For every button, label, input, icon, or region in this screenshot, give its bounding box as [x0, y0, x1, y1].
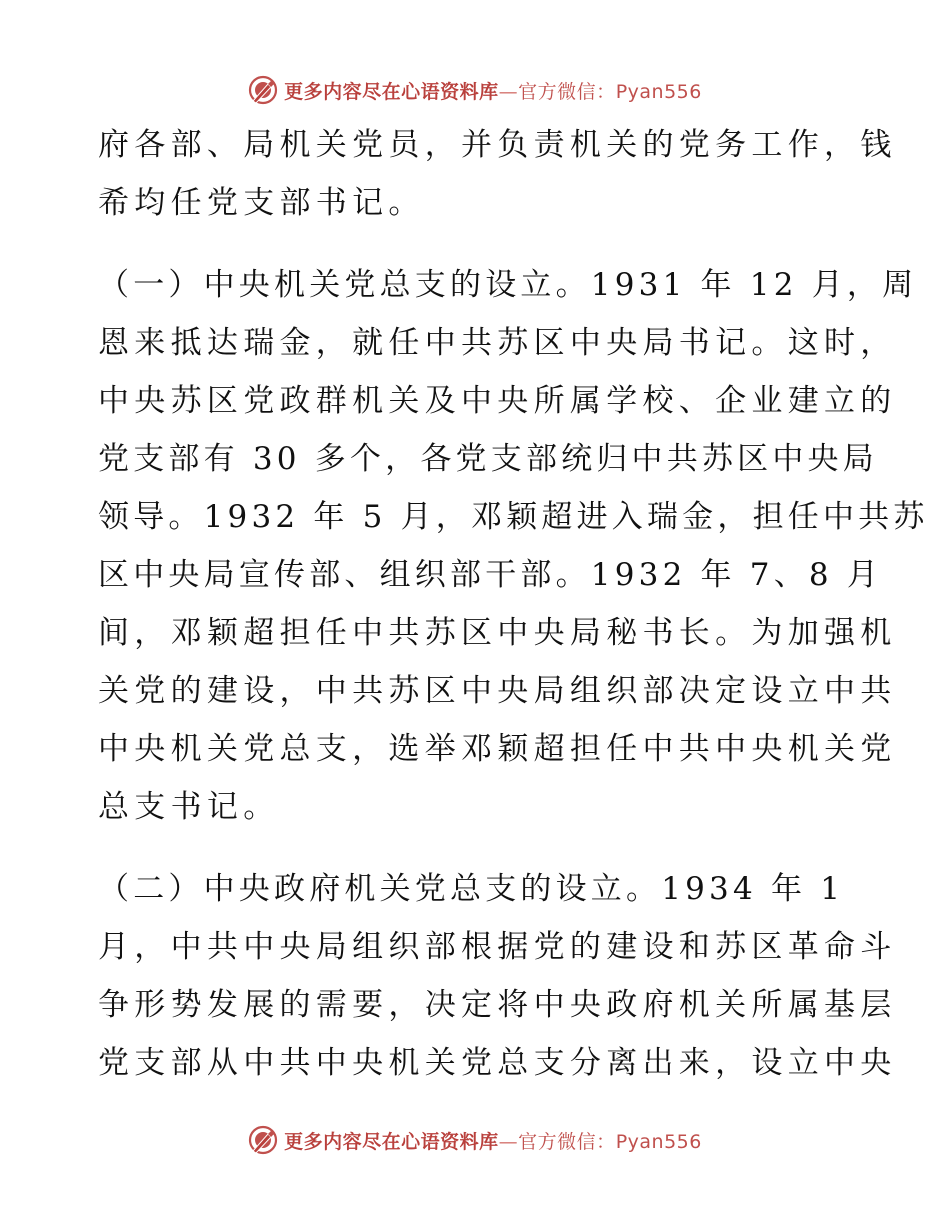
text-line: 总支书记。: [98, 789, 280, 825]
pen-logo-icon: [248, 75, 278, 105]
paragraph-2: [98, 256, 929, 836]
document-body: [98, 116, 929, 1092]
watermark-dash: —: [498, 1130, 519, 1153]
text-line: 希均任党支部书记。: [98, 185, 425, 221]
text-line: 月，中共中央局组织部根据党的建设和苏区革命斗: [98, 929, 897, 965]
text-line: 府各部、局机关党员，并负责机关的党务工作，钱: [98, 127, 897, 163]
footer-watermark: [0, 1122, 950, 1158]
watermark-main: 更多内容尽在心语资料库: [284, 1130, 499, 1153]
text-line: 间，邓颖超担任中共苏区中央局秘书长。为加强机: [98, 615, 897, 651]
text-line: 中央机关党总支，选举邓颖超担任中共中央机关党: [98, 731, 897, 767]
watermark-official: 官方微信：: [518, 80, 616, 103]
text-line: 党支部有 30 多个，各党支部统归中共苏区中央局: [98, 441, 878, 477]
paragraph-1: [98, 116, 897, 232]
header-watermark: [0, 72, 950, 108]
watermark-text: [284, 77, 702, 104]
text-line: 领导。1932 年 5 月，邓颖超进入瑞金，担任中共苏: [98, 499, 929, 535]
text-line: 争形势发展的需要，决定将中央政府机关所属基层: [98, 987, 897, 1023]
text-line: （一）中央机关党总支的设立。1931 年 12 月，周: [98, 267, 918, 303]
paragraph-spacer: [98, 836, 853, 860]
text-line: 区中央局宣传部、组织部干部。1932 年 7、8 月: [98, 557, 883, 593]
text-line: 党支部从中共中央机关党总支分离出来，设立中央: [98, 1045, 897, 1081]
paragraph-3: [98, 860, 897, 1092]
watermark-official: 官方微信：: [518, 1130, 616, 1153]
watermark-text: [284, 1127, 702, 1154]
pen-logo-icon: [248, 1125, 278, 1155]
text-line: （二）中央政府机关党总支的设立。1934 年 1: [98, 871, 845, 907]
watermark-main: 更多内容尽在心语资料库: [284, 80, 499, 103]
watermark-id: Pyan556: [615, 1130, 702, 1153]
text-line: 恩来抵达瑞金，就任中共苏区中央局书记。这时，: [98, 325, 897, 361]
paragraph-spacer: [98, 232, 853, 256]
watermark-dash: —: [498, 80, 519, 103]
watermark-id: Pyan556: [615, 80, 702, 103]
text-line: 关党的建设，中共苏区中央局组织部决定设立中共: [98, 673, 897, 709]
text-line: 中央苏区党政群机关及中央所属学校、企业建立的: [98, 383, 897, 419]
